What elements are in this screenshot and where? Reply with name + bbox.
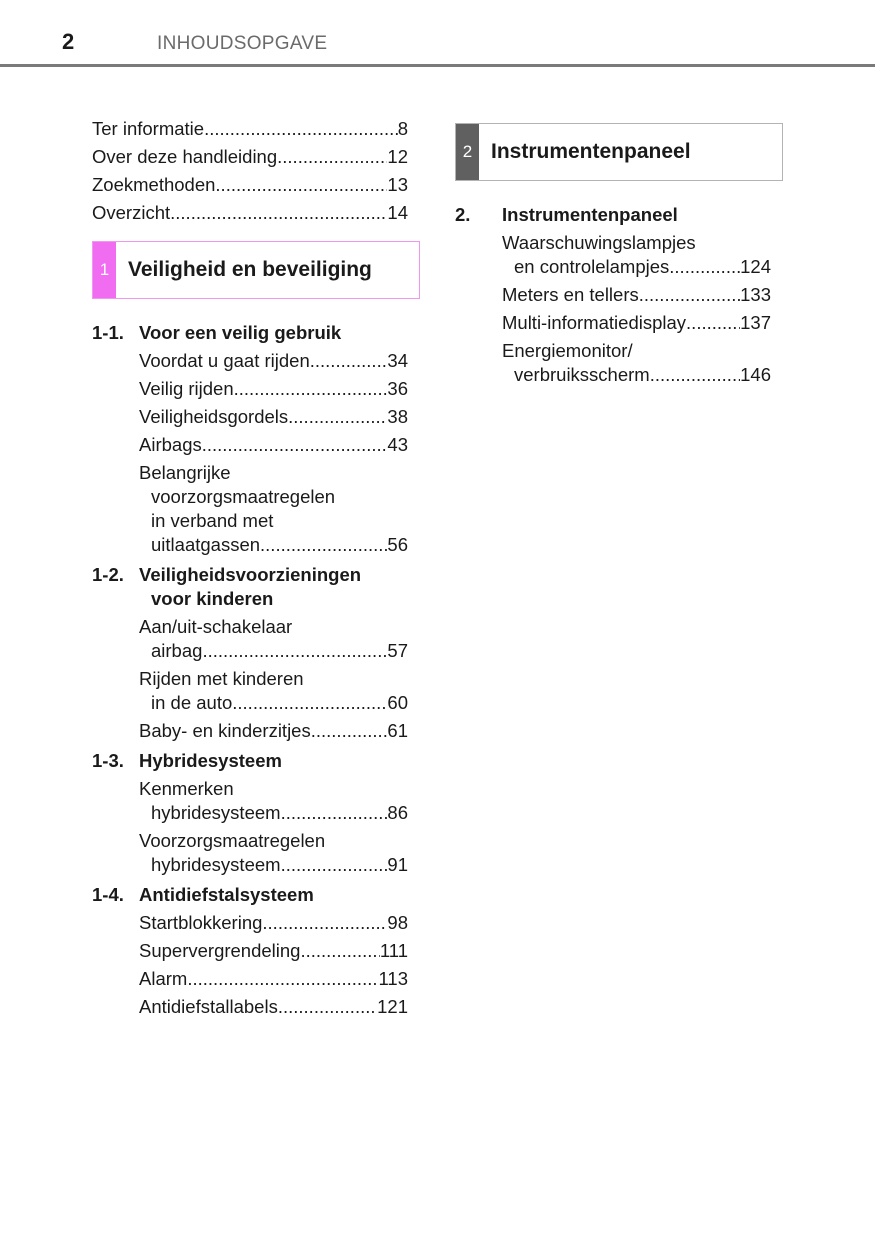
toc-entry[interactable] — [139, 777, 408, 825]
toc-entry-over-deze-handleiding[interactable] — [92, 145, 408, 169]
toc-entry[interactable] — [139, 967, 408, 991]
toc-entry-title: Meters en tellers — [502, 284, 639, 305]
toc-left-column — [92, 117, 408, 1023]
toc-entry-page: 146 — [740, 364, 771, 385]
leader-dots — [686, 311, 740, 335]
toc-entry[interactable] — [139, 911, 408, 935]
section-header-2[interactable] — [455, 123, 783, 181]
toc-entry-page: 57 — [387, 640, 408, 661]
toc-entry-page: 56 — [387, 534, 408, 555]
leader-dots — [202, 433, 388, 457]
toc-entry[interactable] — [502, 311, 771, 335]
toc-entry-zoekmethoden[interactable] — [92, 173, 408, 197]
leader-dots — [281, 801, 388, 825]
toc-entry-title: hybridesysteem — [151, 854, 281, 875]
toc-entry-page: 36 — [387, 378, 408, 399]
leader-dots — [281, 853, 388, 877]
chapter-1-3 — [92, 749, 408, 877]
leader-dots — [310, 349, 388, 373]
chapter-number: 1-3. — [92, 750, 124, 771]
running-title: INHOUDSOPGAVE — [157, 33, 328, 54]
chapter-heading[interactable] — [92, 749, 408, 773]
toc-entry-page: 34 — [387, 350, 408, 371]
toc-entry-page: 137 — [740, 312, 771, 333]
chapter-2 — [455, 203, 771, 387]
toc-entry-title: Over deze handleiding — [92, 146, 278, 167]
toc-entry-title: Airbags — [139, 434, 202, 455]
toc-entry-title: Veiligheidsgordels — [139, 406, 289, 427]
toc-entry-title: hybridesysteem — [151, 802, 281, 823]
leader-dots — [311, 719, 388, 743]
leader-dots — [232, 691, 387, 715]
section-title: Instrumentenpaneel — [491, 140, 691, 163]
toc-entry-line: Belangrijke — [139, 462, 231, 483]
leader-dots — [215, 173, 387, 197]
toc-entry[interactable] — [139, 995, 408, 1019]
leader-dots — [262, 911, 387, 935]
toc-entry-line: Rijden met kinderen — [139, 668, 304, 689]
chapter-title: Antidiefstalsysteem — [139, 884, 314, 905]
toc-entry[interactable] — [139, 939, 408, 963]
chapter-title: Instrumentenpaneel — [502, 204, 678, 225]
leader-dots — [204, 117, 398, 141]
leader-dots — [300, 939, 379, 963]
toc-entry[interactable] — [139, 615, 408, 663]
leader-dots — [234, 377, 388, 401]
toc-entry-title: airbag — [151, 640, 203, 661]
section-number-tab: 2 — [456, 124, 479, 180]
chapter-number: 1-1. — [92, 322, 124, 343]
toc-entry-title: uitlaatgassen — [151, 534, 261, 555]
toc-entry-overzicht[interactable] — [92, 201, 408, 225]
chapter-1-1 — [92, 321, 408, 557]
chapter-title: Hybridesysteem — [139, 750, 282, 771]
toc-entry-page: 91 — [387, 854, 408, 875]
toc-entry-page: 8 — [397, 118, 408, 139]
leader-dots — [288, 405, 387, 429]
toc-entry-page: 13 — [387, 174, 408, 195]
toc-entry-line: Voorzorgsmaatregelen — [139, 830, 326, 851]
toc-entry-page: 14 — [387, 202, 408, 223]
toc-entry-title: Zoekmethoden — [92, 174, 216, 195]
toc-entry-page: 121 — [377, 996, 408, 1017]
toc-entry[interactable] — [502, 231, 771, 279]
toc-entry-page: 43 — [387, 434, 408, 455]
toc-entry-page: 86 — [387, 802, 408, 823]
header-rule — [0, 64, 875, 67]
toc-entry-title: Startblokkering — [139, 912, 263, 933]
toc-entry[interactable] — [139, 461, 408, 557]
toc-entry-title: verbruiksscherm — [514, 364, 650, 385]
toc-entry-title: Overzicht — [92, 202, 171, 223]
toc-entry[interactable] — [502, 339, 771, 387]
toc-entry[interactable] — [139, 719, 408, 743]
chapter-heading[interactable] — [92, 563, 408, 611]
toc-entry-page: 61 — [387, 720, 408, 741]
leader-dots — [650, 363, 740, 387]
chapter-1-4 — [92, 883, 408, 1019]
toc-entry-page: 111 — [379, 940, 408, 961]
section-title: Veiligheid en beveiliging — [128, 258, 372, 281]
chapter-1-2 — [92, 563, 408, 743]
leader-dots — [639, 283, 740, 307]
leader-dots — [202, 639, 387, 663]
section-number-tab: 1 — [93, 242, 116, 298]
toc-entry-title: in de auto — [151, 692, 233, 713]
leader-dots — [187, 967, 378, 991]
toc-entry-title: Supervergrendeling — [139, 940, 301, 961]
toc-entry-title: Multi-informatiedisplay — [502, 312, 687, 333]
toc-entry-title: Ter informatie — [92, 118, 205, 139]
page-number: 2 — [62, 29, 75, 54]
toc-entry[interactable] — [139, 405, 408, 429]
chapter-heading[interactable] — [92, 321, 408, 345]
section-header-1[interactable] — [92, 241, 420, 299]
toc-entry-line: Aan/uit-schakelaar — [139, 616, 293, 637]
chapter-title: Voor een veilig gebruik — [139, 322, 342, 343]
toc-entry-title: en controlelampjes — [514, 256, 670, 277]
toc-entry-title: Voordat u gaat rijden — [139, 350, 310, 371]
chapter-heading[interactable] — [92, 883, 408, 907]
toc-entry-line: Kenmerken — [139, 778, 234, 799]
leader-dots — [669, 255, 740, 279]
toc-entry-line: Energiemonitor/ — [502, 340, 633, 361]
toc-right-column — [455, 123, 783, 391]
toc-entry-title: Veilig rijden — [139, 378, 234, 399]
chapter-title-cont: voor kinderen — [151, 588, 274, 609]
chapter-number: 2. — [455, 204, 471, 225]
chapter-number: 1-2. — [92, 564, 124, 585]
toc-entry-line: Waarschuwingslampjes — [502, 232, 696, 253]
toc-entry-title: Alarm — [139, 968, 188, 989]
toc-entry-page: 60 — [387, 692, 408, 713]
toc-entry[interactable] — [502, 283, 771, 307]
chapter-title: Veiligheidsvoorzieningen — [139, 564, 362, 585]
leader-dots — [278, 995, 377, 1019]
toc-entry-page: 38 — [387, 406, 408, 427]
chapter-heading[interactable] — [455, 203, 771, 227]
toc-entry[interactable] — [139, 377, 408, 401]
toc-entry-page: 113 — [378, 968, 408, 989]
toc-entry-line: in verband met — [151, 510, 274, 531]
toc-entry-ter-informatie[interactable] — [92, 117, 408, 141]
toc-entry[interactable] — [139, 667, 408, 715]
toc-entry-page: 133 — [740, 284, 771, 305]
chapter-number: 1-4. — [92, 884, 124, 905]
toc-entry-title: Antidiefstallabels — [139, 996, 278, 1017]
toc-entry[interactable] — [139, 829, 408, 877]
toc-entry-line: voorzorgsmaatregelen — [151, 486, 336, 507]
leader-dots — [277, 145, 387, 169]
toc-entry-page: 12 — [387, 146, 408, 167]
toc-entry[interactable] — [139, 349, 408, 373]
toc-entry-title: Baby- en kinderzitjes — [139, 720, 311, 741]
leader-dots — [260, 533, 387, 557]
toc-entry[interactable] — [139, 433, 408, 457]
toc-entry-page: 98 — [387, 912, 408, 933]
leader-dots — [170, 201, 387, 225]
toc-entry-page: 124 — [740, 256, 771, 277]
